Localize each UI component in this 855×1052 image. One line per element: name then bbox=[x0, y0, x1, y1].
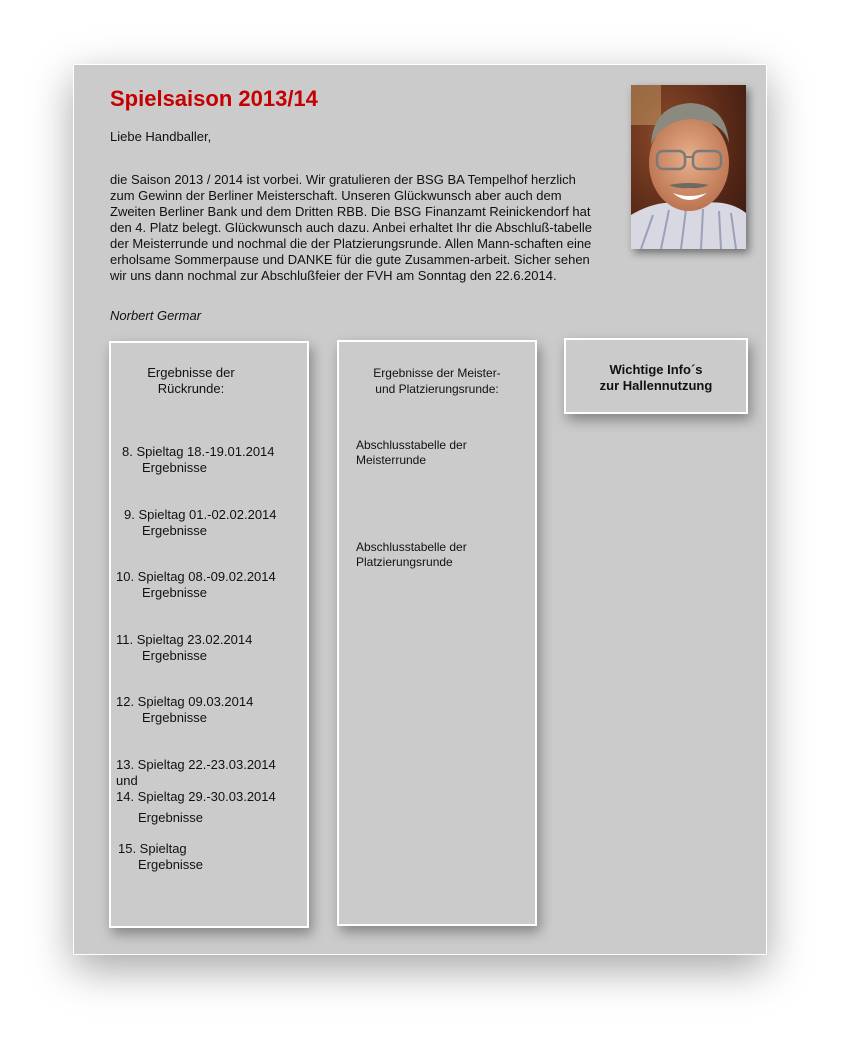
spieltag-8 bbox=[122, 444, 275, 476]
spieltag-10 bbox=[116, 569, 276, 601]
greeting-text: Liebe Handballer, bbox=[110, 129, 212, 144]
ergebnisse-link[interactable]: Ergebnisse bbox=[142, 523, 208, 538]
abschlusstabelle-meisterrunde-link[interactable] bbox=[356, 438, 467, 468]
rueckrunde-heading: Ergebnisse der Rückrunde: bbox=[147, 365, 235, 396]
rueckrunde-box bbox=[109, 341, 309, 928]
spieltag-15 bbox=[118, 841, 203, 873]
page-title: Spielsaison 2013/14 bbox=[110, 86, 318, 111]
author-photo bbox=[631, 85, 746, 249]
spieltag-13-14 bbox=[116, 757, 276, 826]
spieltag-label: 15. Spieltag bbox=[118, 841, 187, 856]
spieltag-label: 11. Spieltag 23.02.2014 bbox=[116, 632, 253, 647]
link-line[interactable]: Abschlusstabelle der bbox=[356, 438, 467, 452]
portrait-image bbox=[631, 85, 746, 249]
ergebnisse-link[interactable]: Ergebnisse bbox=[142, 648, 208, 663]
intro-paragraph: die Saison 2013 / 2014 ist vorbei. Wir gratulieren der BSG BA Tempelhof herzlich zum Gewinn der Berliner Meisterschaft. Unseren Glückwunsch aber auch dem Zweiten Berliner Bank und dem Dritten RBB. Die BSG Finanzamt Reinickendorf hat den 4. Platz belegt. Glückwunsch auch dazu. Anbei erhaltet Ihr die Abschluß-tabelle der Meisterrunde und nochmal die der Platzierungsrunde. Allen Mann-schaften eine erholsame Sommerpause und DANKE für die gute Zusammen-arbeit. Sicher sehen wir uns dann nochmal zur Abschlußfeier der FVH am Sonntag den 22.6.2014. bbox=[110, 172, 593, 283]
spieltag-9 bbox=[124, 507, 277, 539]
spieltag-label: 8. Spieltag 18.-19.01.2014 bbox=[122, 444, 275, 459]
signature: Norbert Germar bbox=[110, 308, 202, 323]
info-box[interactable] bbox=[564, 338, 748, 414]
spieltag-label: 14. Spieltag 29.-30.03.2014 bbox=[116, 789, 276, 804]
spieltag-label-and: und bbox=[116, 773, 138, 788]
abschlusstabelle-platzierungsrunde-link[interactable] bbox=[356, 540, 467, 570]
meisterrunde-heading-line2: und Platzierungsrunde: bbox=[375, 382, 499, 396]
link-line[interactable]: Abschlusstabelle der bbox=[356, 540, 467, 554]
spieltag-12 bbox=[116, 694, 253, 726]
spieltag-label: 12. Spieltag 09.03.2014 bbox=[116, 694, 254, 709]
meisterrunde-box bbox=[337, 340, 537, 926]
link-line[interactable]: Meisterrunde bbox=[356, 453, 427, 467]
spieltag-label: 10. Spieltag 08.-09.02.2014 bbox=[116, 569, 276, 584]
ergebnisse-link[interactable]: Ergebnisse bbox=[142, 460, 208, 475]
spieltag-label: 9. Spieltag 01.-02.02.2014 bbox=[124, 507, 277, 522]
spieltag-label: 13. Spieltag 22.-23.03.2014 bbox=[116, 757, 276, 772]
ergebnisse-link[interactable]: Ergebnisse bbox=[138, 810, 204, 825]
meisterrunde-heading bbox=[339, 365, 535, 397]
meisterrunde-heading-line1: Ergebnisse der Meister- bbox=[373, 366, 501, 380]
info-line[interactable]: Wichtige Info´s bbox=[609, 362, 703, 377]
info-line[interactable]: zur Hallennutzung bbox=[599, 378, 713, 393]
hallennutzung-info-link[interactable] bbox=[566, 362, 746, 394]
ergebnisse-link[interactable]: Ergebnisse bbox=[142, 585, 208, 600]
ergebnisse-link[interactable]: Ergebnisse bbox=[142, 710, 208, 725]
link-line[interactable]: Platzierungsrunde bbox=[356, 555, 453, 569]
content-panel bbox=[73, 64, 767, 955]
spieltag-11 bbox=[116, 632, 252, 664]
ergebnisse-link[interactable]: Ergebnisse bbox=[138, 857, 204, 872]
